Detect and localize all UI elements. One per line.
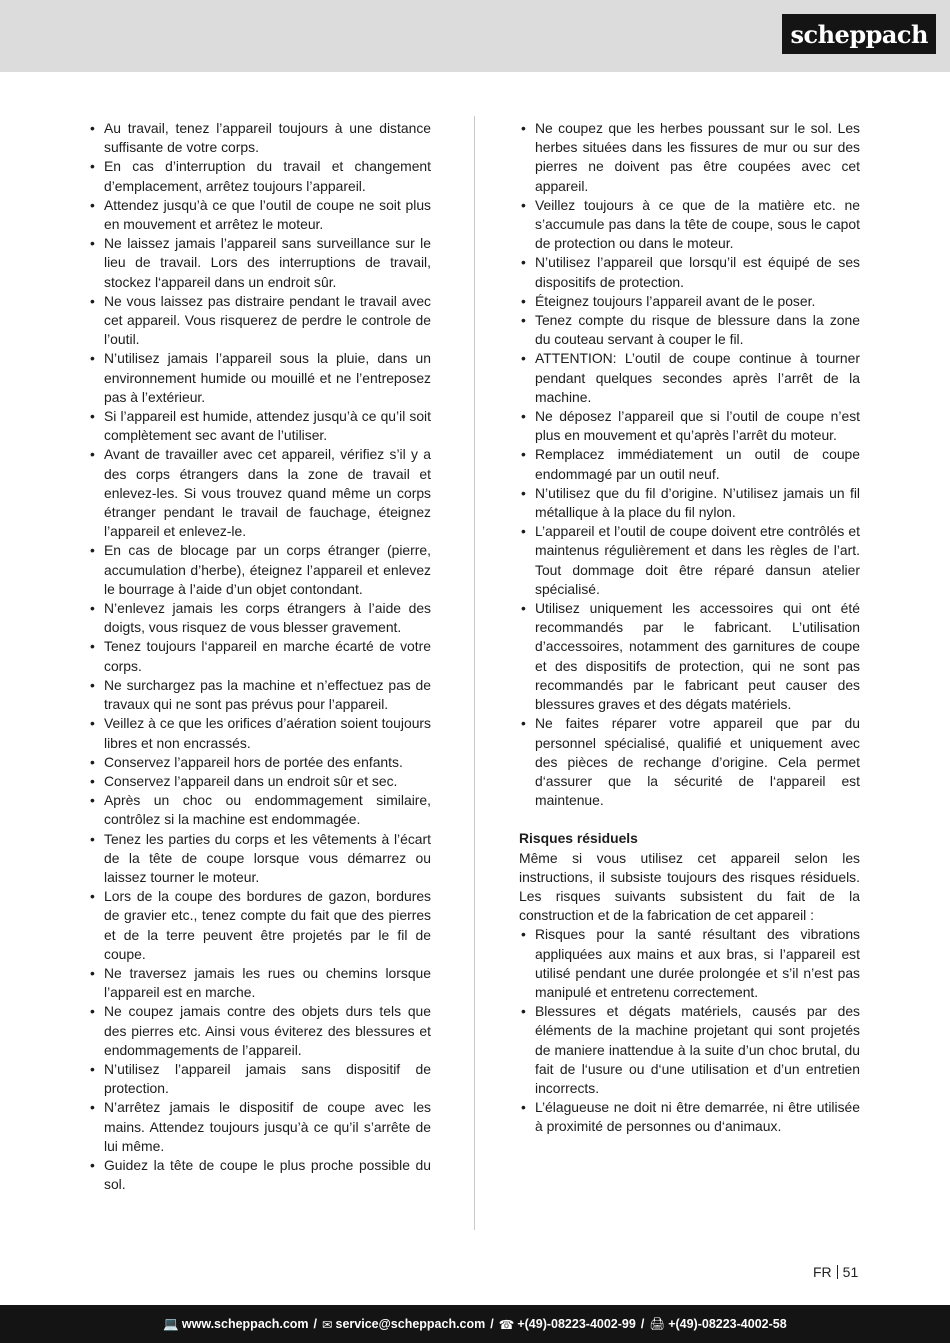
list-item: • Guidez la tête de coupe le plus proche possible du sol. bbox=[88, 1156, 431, 1194]
left-column bbox=[88, 119, 431, 1194]
list-item: • N’utilisez jamais l’appareil sous la pluie, dans un environnement humide ou mouillé et ne l’entreposez pas à l’extérieur. bbox=[88, 349, 431, 407]
list-item: • Utilisez uniquement les accessoires qui ont été recommandés par le fabricant. L’utilisation d’accessoires, notamment des garnitures de coupe et des dispositifs de protection, qui ne sont pas recommandés par le fabricant peut causer des blessures graves et des dégats matériels. bbox=[519, 599, 860, 714]
list-item: • Tenez les parties du corps et les vêtements à l’écart de la tête de coupe lorsque vous démarrez ou laissez tourner le moteur. bbox=[88, 830, 431, 888]
footer-separator: / bbox=[490, 1317, 494, 1331]
list-item: • Si l’appareil est humide, attendez jusqu’à ce qu’il soit complètement sec avant de l’utiliser. bbox=[88, 407, 431, 445]
list-item: • Veillez à ce que les orifices d’aération soient toujours libres et non encrassés. bbox=[88, 714, 431, 752]
brand-logo: scheppach bbox=[782, 14, 936, 54]
list-item: • Blessures et dégats matériels, causés par des éléments de la machine projetant qui sont projetés de maniere inattendue à la suite d’un choc brutal, du fait de l‘usure ou d‘une utilisation et d’un entretien incorrects. bbox=[519, 1002, 860, 1098]
list-item: • Veillez toujours à ce que de la matière etc. ne s’accumule pas dans la tête de coupe, sous le capot de protection ou dans le moteur. bbox=[519, 196, 860, 254]
phone-icon: ☎ bbox=[498, 1317, 515, 1332]
list-item: • Tenez compte du risque de blessure dans la zone du couteau servant à couper le fil. bbox=[519, 311, 860, 349]
list-item: • Avant de travailler avec cet appareil, vérifiez s’il y a des corps étrangers dans la zone de travail et enlevez-les. Si vous trouvez quand même un corps étranger pendant le travail de fauchage, éteignez l’appareil et enlevez-le. bbox=[88, 445, 431, 541]
list-item: • Risques pour la santé résultant des vibrations appliquées aux mains et aux bras, si l’appareil est utilisé pendant une durée prolongée et s’il n’est pas manipulé et entretenu correctement. bbox=[519, 925, 860, 1002]
list-item: • N’utilisez l’appareil que lorsqu’il est équipé de ses dispositifs de protection. bbox=[519, 253, 860, 291]
footer-separator: / bbox=[640, 1317, 645, 1331]
page-number-value: 51 bbox=[842, 1264, 859, 1280]
list-item: • Au travail, tenez l’appareil toujours à une distance suffisante de votre corps. bbox=[88, 119, 431, 157]
list-item: • N’utilisez l’appareil jamais sans dispositif de protection. bbox=[88, 1060, 431, 1098]
list-item: • L’appareil et l’outil de coupe doivent etre contrôlés et maintenus régulièrement et dans les règles de l’art. Tout dommage doit être réparé dansun atelier spécialisé. bbox=[519, 522, 860, 599]
footer-fax: +(49)-08223-4002-58 bbox=[668, 1317, 787, 1331]
list-item: • Ne coupez jamais contre des objets durs tels que des pierres etc. Ainsi vous éviterez des blessures et endommagements de l’appareil. bbox=[88, 1002, 431, 1060]
left-safety-list bbox=[88, 119, 431, 1194]
column-divider bbox=[474, 116, 475, 1230]
list-item: • ATTENTION: L’outil de coupe continue à tourner pendant quelques secondes après l’arrêt de la machine. bbox=[519, 349, 860, 407]
right-safety-list bbox=[519, 119, 860, 810]
footer-contact-bar bbox=[0, 1305, 950, 1343]
list-item: • Ne coupez que les herbes poussant sur le sol. Les herbes situées dans les fissures de mur ou sur des pierres ne doivent pas être coupées avec cet appareil. bbox=[519, 119, 860, 196]
list-item: • Ne vous laissez pas distraire pendant le travail avec cet appareil. Vous risquerez de perdre le controle de l’outil. bbox=[88, 292, 431, 350]
list-item: • N’enlevez jamais les corps étrangers à l’aide des doigts, vous risquez de vous blesser gravement. bbox=[88, 599, 431, 637]
list-item: • Conservez l’appareil dans un endroit sûr et sec. bbox=[88, 772, 431, 791]
list-item: • Ne laissez jamais l’appareil sans surveillance sur le lieu de travail. Lors des interruptions de travail, stockez l‘appareil dans un endroit sûr. bbox=[88, 234, 431, 292]
residual-risks-list bbox=[519, 925, 860, 1136]
header-band bbox=[0, 0, 950, 72]
list-item: • L’élagueuse ne doit ni être demarrée, ni être utilisée à proximité de personnes ou d‘animaux. bbox=[519, 1098, 860, 1136]
footer-email[interactable]: service@scheppach.com bbox=[335, 1317, 486, 1331]
computer-icon: 💻 bbox=[163, 1316, 179, 1331]
list-item: • Ne faites réparer votre appareil que par du personnel spécialisé, qualifié et uniquement avec des pièces de rechange d’origine. Cela permet d‘assurer que la sécurité de l‘appareil est maintenue. bbox=[519, 714, 860, 810]
page-language: FR bbox=[813, 1264, 832, 1280]
list-item: • En cas de blocage par un corps étranger (pierre, accumulation d’herbe), éteignez l’appareil et enlevez le bourrage à l’aide d’un objet contondant. bbox=[88, 541, 431, 599]
list-item: • N’utilisez que du fil d’origine. N’utilisez jamais un fil métallique à la place du fil nylon. bbox=[519, 484, 860, 522]
footer-separator: / bbox=[313, 1317, 318, 1331]
fax-icon: 🖨 bbox=[649, 1316, 666, 1331]
list-item: • En cas d’interruption du travail et changement d’emplacement, arrêtez toujours l’appareil. bbox=[88, 157, 431, 195]
page-number bbox=[813, 1264, 858, 1280]
list-item: • Attendez jusqu’à ce que l’outil de coupe ne soit plus en mouvement et arrêtez le moteur. bbox=[88, 196, 431, 234]
list-item: • Éteignez toujours l’appareil avant de le poser. bbox=[519, 292, 860, 311]
residual-risks-heading: Risques résiduels bbox=[519, 830, 638, 847]
list-item: • Ne déposez l’appareil que si l’outil de coupe n’est plus en mouvement et qu’après l’arrêt du moteur. bbox=[519, 407, 860, 445]
residual-risks-intro: Même si vous utilisez cet appareil selon les instructions, il subsiste toujours des risques résiduels. Les risques suivants subsistent du fait de la construction et de la fabrication de cet appareil : bbox=[519, 849, 860, 924]
list-item: • Conservez l’appareil hors de portée des enfants. bbox=[88, 753, 431, 772]
footer-phone: +(49)-08223-4002-99 bbox=[517, 1317, 636, 1331]
list-item: • Ne traversez jamais les rues ou chemins lorsque l’appareil est en marche. bbox=[88, 964, 431, 1002]
list-item: • Ne surchargez pas la machine et n’effectuez pas de travaux qui ne sont pas prévus pour l’appareil. bbox=[88, 676, 431, 714]
list-item: • Lors de la coupe des bordures de gazon, bordures de gravier etc., tenez compte du fait que des pierres et de la terre peuvent être projetés par le fil de coupe. bbox=[88, 887, 431, 964]
list-item: • N’arrêtez jamais le dispositif de coupe avec les mains. Attendez toujours jusqu’à ce qu’il s’arrête de lui même. bbox=[88, 1098, 431, 1156]
right-column bbox=[519, 119, 860, 1137]
list-item: • Remplacez immédiatement un outil de coupe endommagé par un outil neuf. bbox=[519, 445, 860, 483]
list-item: • Après un choc ou endommagement similaire, contrôlez si la machine est endommagée. bbox=[88, 791, 431, 829]
mail-icon: ✉ bbox=[322, 1317, 333, 1332]
footer-website[interactable]: www.scheppach.com bbox=[181, 1317, 309, 1331]
page-separator bbox=[837, 1265, 838, 1279]
list-item: • Tenez toujours l‘appareil en marche écarté de votre corps. bbox=[88, 637, 431, 675]
